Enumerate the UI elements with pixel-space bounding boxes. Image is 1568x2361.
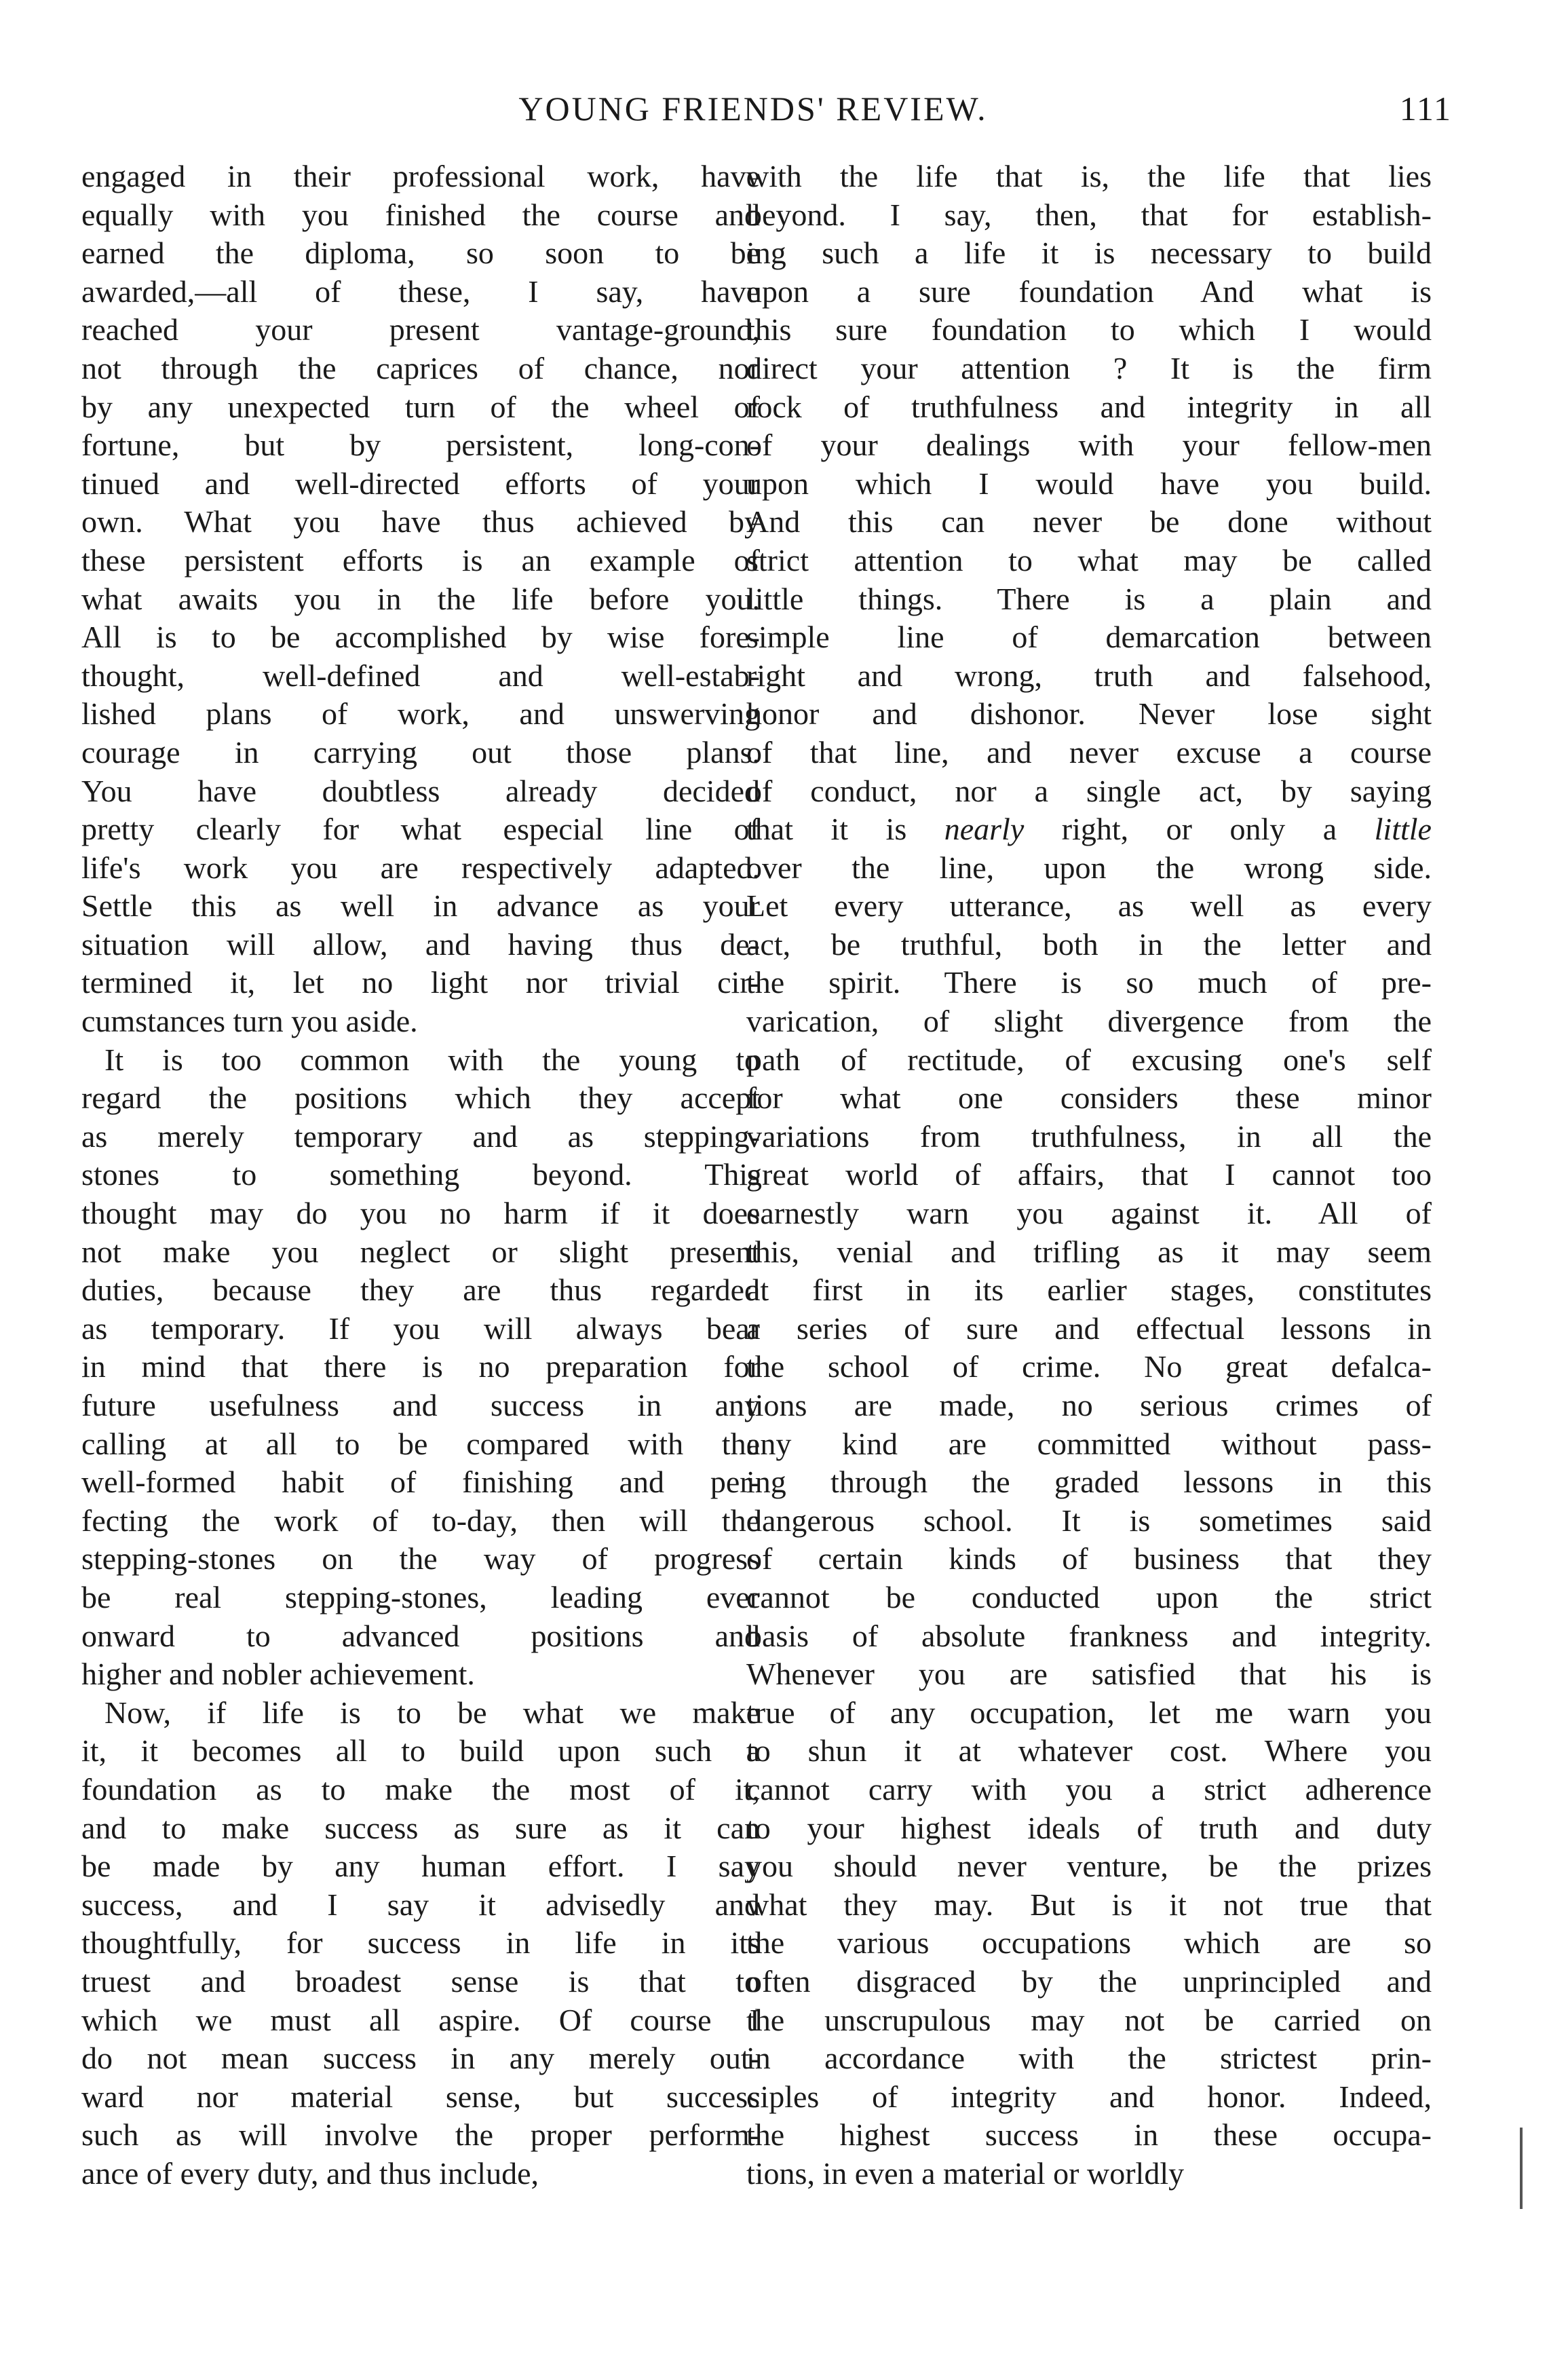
text-line: truest and broadest sense is that to (81, 1963, 760, 1999)
text-line: onward to advanced positions and (81, 1618, 760, 1653)
text-line: Now, if life is to be what we make (104, 1695, 760, 1730)
text-line: in accordance with the strictest prin- (746, 2041, 1432, 2076)
text-line: It is too common with the young to (104, 1042, 760, 1077)
text-line: tinued and well-directed efforts of your (81, 466, 760, 501)
right-column (746, 157, 1432, 2193)
text-line: cannot carry with you a strict adherence (746, 1771, 1432, 1807)
text-line: be made by any human effort. I say (81, 1849, 760, 1884)
text-line: in mind that there is no preparation for (81, 1349, 760, 1384)
text-line: often disgraced by the unprincipled and (746, 1963, 1432, 1999)
text-line: fecting the work of to-day, then will the (81, 1503, 760, 1538)
text-line: act, be truthful, both in the letter and (746, 926, 1432, 962)
text-line: as merely temporary and as stepping- (81, 1118, 760, 1154)
text-line: You have doubtless already decided (81, 773, 760, 808)
text-line: higher and nobler achievement. (81, 1657, 475, 1692)
text-line: pretty clearly for what especial line of (81, 812, 760, 847)
text-line: upon which I would have you build. (746, 466, 1432, 501)
text-line: simple line of demarcation between (746, 620, 1432, 655)
text-line: beyond. I say, then, that for establish- (746, 197, 1432, 232)
text-line: path of rectitude, of excusing one's self (746, 1042, 1432, 1077)
text-line: earnestly warn you against it. All of (746, 1196, 1432, 1231)
text-line: by any unexpected turn of the wheel of (81, 389, 760, 424)
text-line: awarded,—all of these, I say, have (81, 273, 760, 309)
text-line: ciples of integrity and honor. Indeed, (746, 2079, 1432, 2114)
text-line: reached your present vantage-ground, (81, 312, 760, 347)
emphasis-little: little (1374, 812, 1432, 847)
text-line: fortune, but by persistent, long-con- (81, 428, 760, 463)
text-line: it, it becomes all to build upon such a (81, 1733, 760, 1769)
text-line: of certain kinds of business that they (746, 1541, 1432, 1576)
text-line: these persistent efforts is an example of (81, 542, 760, 578)
text-line: with the life that is, the life that lies (746, 159, 1432, 193)
text-line: cannot be conducted upon the strict (746, 1579, 1432, 1614)
text-line: not through the caprices of chance, nor (81, 350, 760, 385)
text-line: at first in its earlier stages, constitutes (746, 1272, 1432, 1308)
text-line: calling at all to be compared with the (81, 1426, 760, 1461)
text-line: a series of sure and effectual lessons in (746, 1310, 1432, 1346)
text-line: be real stepping-stones, leading ever (81, 1579, 760, 1614)
text-line: what they may. But is it not true that (746, 1887, 1432, 1922)
text-line: All is to be accomplished by wise fore- (81, 620, 760, 655)
left-column (81, 157, 760, 2193)
text-line: stepping-stones on the way of progress (81, 1541, 760, 1576)
text-line: right and wrong, truth and falsehood, (746, 658, 1432, 693)
text-line: honor and dishonor. Never lose sight (746, 696, 1432, 732)
text-line: over the line, upon the wrong side. (746, 850, 1432, 885)
text-line: the various occupations which are so (746, 1925, 1432, 1961)
text-line: true of any occupation, let me warn you (746, 1695, 1432, 1730)
text-line: little things. There is a plain and (746, 581, 1432, 616)
text-line: as temporary. If you will always bear (81, 1310, 760, 1346)
text-line: ward nor material sense, but success (81, 2079, 760, 2114)
text-line: foundation as to make the most of it, (81, 1771, 760, 1807)
text-line: thoughtfully, for success in life in its (81, 1925, 760, 1961)
text-line: which we must all aspire. Of course I (81, 2002, 760, 2037)
text-line: life's work you are respectively adapted. (81, 850, 760, 885)
text-line: termined it, let no light nor trivial cir- (81, 965, 760, 1000)
text-line: that it is nearly right, or only a little (746, 812, 1432, 847)
text-line: and to make success as sure as it can (81, 1810, 760, 1845)
text-line: this, venial and trifling as it may seem (746, 1234, 1432, 1269)
text-line: the spirit. There is so much of pre- (746, 965, 1432, 1000)
text-line: Settle this as well in advance as your (81, 888, 760, 924)
text-line: to shun it at whatever cost. Where you (746, 1733, 1432, 1769)
text-line: rock of truthfulness and integrity in all (746, 389, 1432, 424)
page-number: 111 (1399, 90, 1452, 128)
text-line: ing through the graded lessons in this (746, 1465, 1432, 1500)
text-line: upon a sure foundation And what is (746, 273, 1432, 309)
text-line: any kind are committed without pass- (746, 1426, 1432, 1461)
text-line: regard the positions which they accept (81, 1080, 760, 1116)
text-line: own. What you have thus achieved by (81, 504, 760, 540)
text-line: of your dealings with your fellow-men (746, 428, 1432, 463)
text-line: duties, because they are thus regarded (81, 1272, 760, 1308)
text-line: the school of crime. No great defalca- (746, 1349, 1432, 1384)
text-line: earned the diploma, so soon to be (81, 235, 760, 271)
text-line: ance of every duty, and thus include, (81, 2155, 539, 2191)
text-line: do not mean success in any merely out- (81, 2041, 760, 2076)
text-line: great world of affairs, that I cannot too (746, 1157, 1432, 1192)
text-line: Let every utterance, as well as every (746, 888, 1432, 924)
margin-mark (1520, 2128, 1523, 2209)
running-head: YOUNG FRIENDS' REVIEW. (518, 90, 988, 128)
text-line: courage in carrying out those plans. (81, 734, 760, 770)
text-line: this sure foundation to which I would (746, 312, 1432, 347)
text-line: future usefulness and success in any (81, 1388, 760, 1422)
text-line: tions are made, no serious crimes of (746, 1388, 1432, 1422)
text-line: of conduct, nor a single act, by saying (746, 773, 1432, 808)
text-line: the highest success in these occupa- (746, 2117, 1432, 2153)
text-line: tions, in even a material or worldly (746, 2155, 1185, 2191)
text-line: the unscrupulous may not be carried on (746, 2002, 1432, 2037)
text-line: success, and I say it advisedly and (81, 1887, 760, 1922)
text-line: cumstances turn you aside. (81, 1004, 418, 1039)
text-line: for what one considers these minor (746, 1080, 1432, 1116)
text-line: varication, of slight divergence from the (746, 1004, 1432, 1039)
text-line: engaged in their professional work, have (81, 159, 760, 193)
text-line: situation will allow, and having thus de- (81, 926, 760, 962)
text-line: lished plans of work, and unswerving (81, 696, 760, 732)
text-line: equally with you finished the course and (81, 197, 760, 232)
text-line: not make you neglect or slight present (81, 1234, 760, 1269)
text-line: And this can never be done without (746, 504, 1432, 540)
text-line: direct your attention ? It is the firm (746, 350, 1432, 385)
text-line: thought may do you no harm if it does (81, 1196, 760, 1231)
text-line: ing such a life it is necessary to build (746, 235, 1432, 271)
text-line: Whenever you are satisfied that his is (746, 1657, 1432, 1692)
text-line: variations from truthfulness, in all the (746, 1118, 1432, 1154)
text-line: stones to something beyond. This (81, 1157, 760, 1192)
text-line: such as will involve the proper perform- (81, 2117, 760, 2153)
text-line: strict attention to what may be called (746, 542, 1432, 578)
text-line: thought, well-defined and well-estab- (81, 658, 760, 693)
text-line: what awaits you in the life before you. (81, 581, 760, 616)
text-line: dangerous school. It is sometimes said (746, 1503, 1432, 1538)
text-line: of that line, and never excuse a course (746, 734, 1432, 770)
text-line: you should never venture, be the prizes (746, 1849, 1432, 1884)
text-line: to your highest ideals of truth and duty (746, 1810, 1432, 1845)
text-line: basis of absolute frankness and integrity. (746, 1618, 1432, 1653)
text-line: well-formed habit of finishing and per- (81, 1465, 760, 1500)
emphasis-nearly: nearly (944, 812, 1025, 847)
